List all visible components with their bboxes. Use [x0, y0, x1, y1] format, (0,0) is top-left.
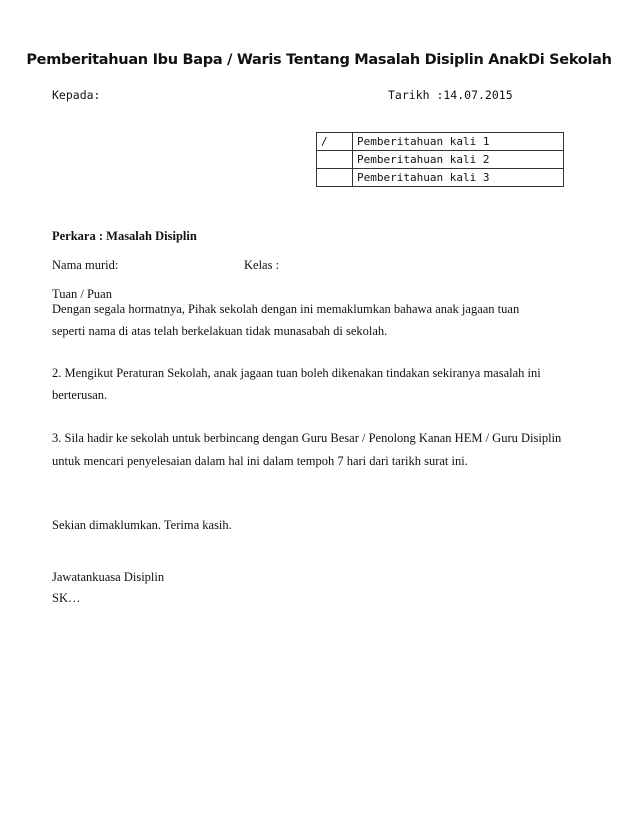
paragraph-2-line-2: berterusan.	[52, 388, 108, 402]
notice-mark	[317, 151, 353, 169]
paragraph-1-line-1: Dengan segala hormatnya, Pihak sekolah dengan ini memaklumkan bahawa anak jagaan tuan	[52, 302, 520, 316]
class-label: Kelas :	[244, 258, 280, 272]
notice-count-table	[316, 132, 564, 187]
notice-mark	[317, 169, 353, 187]
kepada-label: Kepada:	[52, 88, 101, 102]
subject-line: Perkara : Masalah Disiplin	[52, 229, 197, 243]
notice-row	[317, 169, 564, 187]
signatory-short: SK…	[52, 591, 81, 605]
notice-label: Pemberitahuan kali 2	[353, 151, 564, 169]
student-name-label: Nama murid:	[52, 258, 119, 272]
salutation: Tuan / Puan	[52, 287, 112, 301]
paragraph-3-line-1: 3. Sila hadir ke sekolah untuk berbincang dengan Guru Besar / Penolong Kanan HEM / Guru Disiplin	[52, 431, 562, 445]
paragraph-2-line-1: 2. Mengikut Peraturan Sekolah, anak jagaan tuan boleh dikenakan tindakan sekiranya masalah ini	[52, 366, 541, 380]
document-title: Pemberitahuan Ibu Bapa / Waris Tentang Masalah Disiplin AnakDi Sekolah	[26, 52, 612, 68]
notice-row	[317, 133, 564, 151]
notice-row	[317, 151, 564, 169]
notice-mark: /	[317, 133, 353, 151]
notice-label: Pemberitahuan kali 1	[353, 133, 564, 151]
signatory: Jawatankuasa Disiplin	[52, 570, 165, 584]
notice-label: Pemberitahuan kali 3	[353, 169, 564, 187]
date-label: Tarikh :14.07.2015	[388, 88, 513, 102]
paragraph-3-line-2: untuk mencari penyelesaian dalam hal ini dalam tempoh 7 hari dari tarikh surat ini.	[52, 454, 468, 468]
paragraph-1-line-2: seperti nama di atas telah berkelakuan tidak munasabah di sekolah.	[52, 324, 388, 338]
closing-line: Sekian dimaklumkan. Terima kasih.	[52, 518, 232, 532]
